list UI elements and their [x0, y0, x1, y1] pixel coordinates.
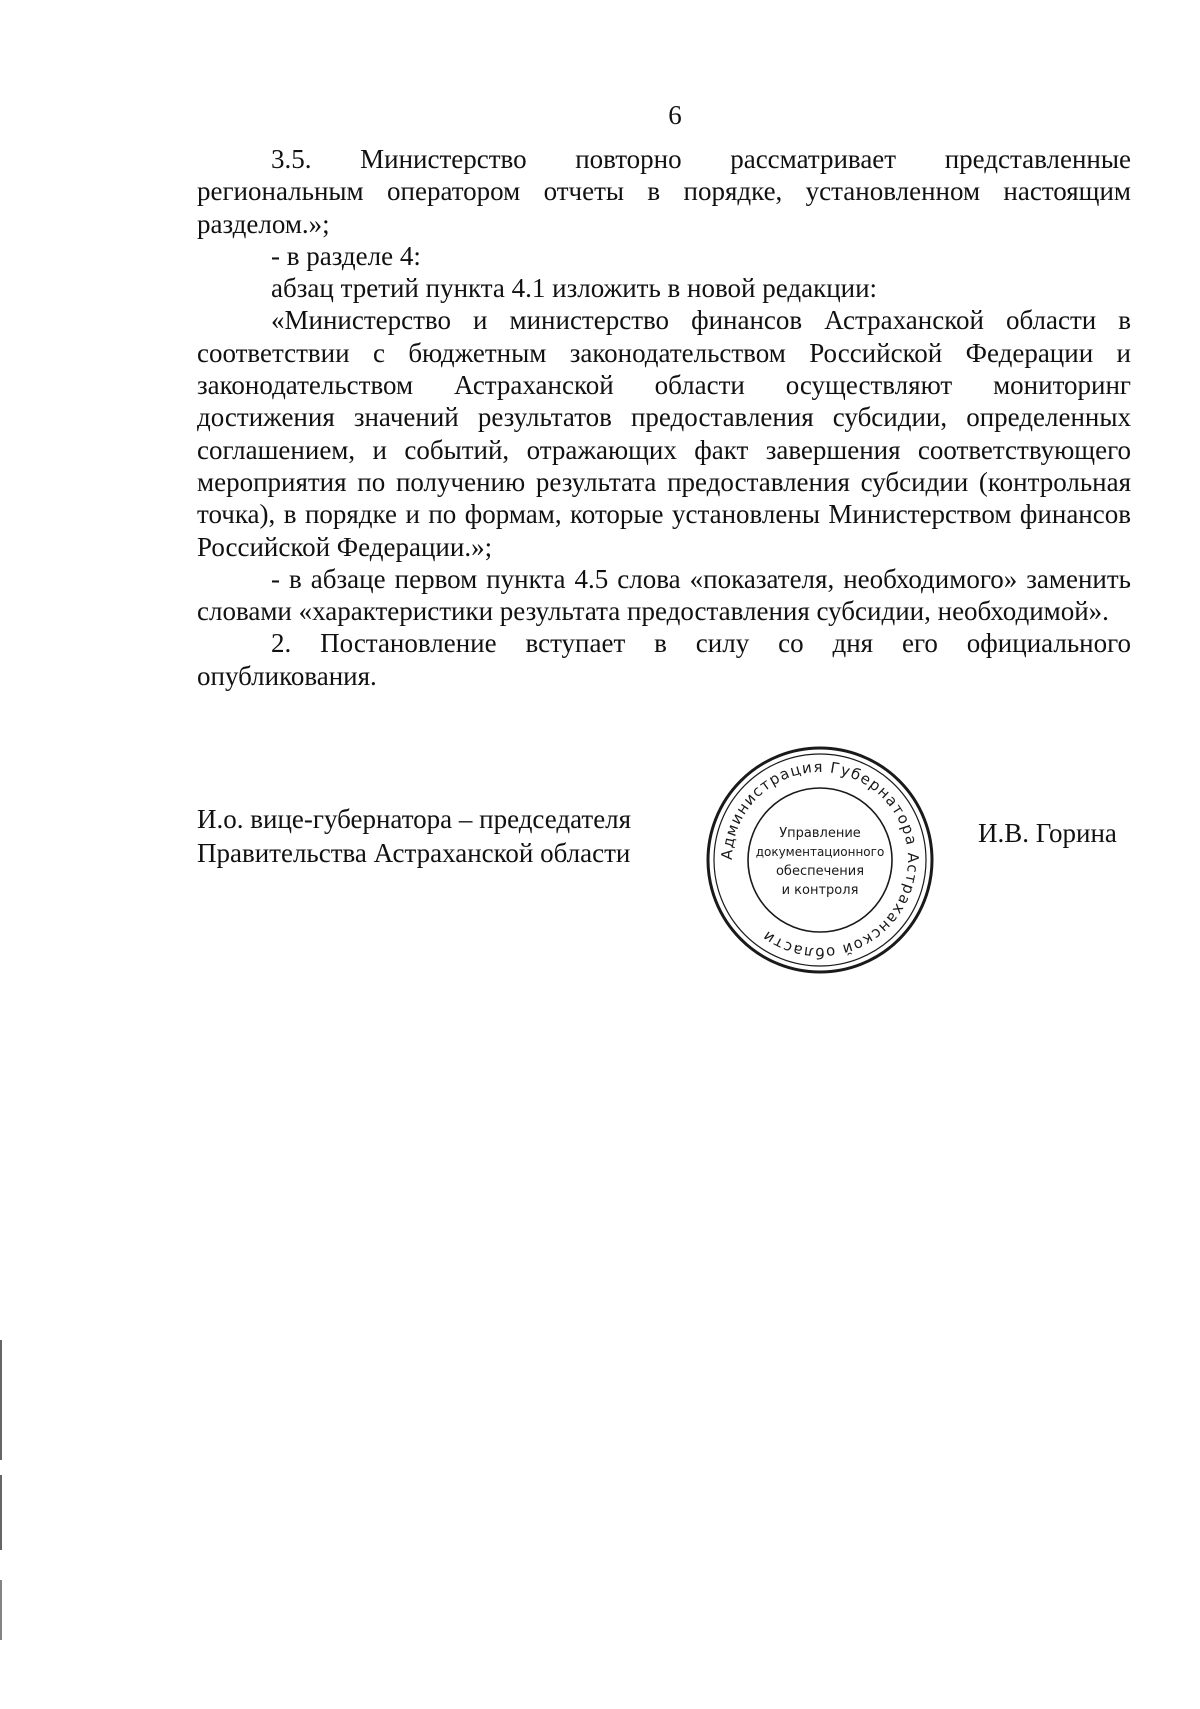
signatory-position — [197, 802, 631, 870]
seal-inner-line1: Управление — [779, 826, 861, 841]
seal-outer-textpath: Администрация Губернатора Астраханской области — [717, 757, 923, 963]
paragraph-section-4: - в разделе 4: — [271, 240, 421, 271]
page-number: 6 — [668, 100, 682, 130]
seal-inner-line2: документационного — [755, 845, 885, 859]
signatory-position-line2: Правительства Астраханской области — [197, 838, 631, 868]
signatory-position-line1: И.о. вице-губернатора – председателя — [197, 804, 632, 834]
paragraph-4-5: - в абзаце первом пункта 4.5 слова «показателя, необходимого» заменить словами «характеристики результата предоставления субсидии, необходимой». — [197, 563, 1131, 627]
seal-inner-line3: обеспечения — [775, 864, 865, 879]
official-seal — [702, 742, 938, 978]
signatory-name: И.В. Горина — [978, 818, 1117, 848]
seal-inner-line4: и контроля — [781, 883, 859, 898]
paragraph-effective-date: 2. Постановление вступает в силу со дня его официального опубликования. — [197, 628, 1131, 691]
document-body — [197, 143, 1131, 692]
paragraph-3-5: 3.5. Министерство повторно рассматривает представленные региональным оператором отчеты в порядке, установленном настоящим разделом.»; — [197, 144, 1131, 239]
paragraph-4-1-intro: абзац третий пункта 4.1 изложить в новой редакции: — [271, 273, 878, 304]
paragraph-4-1-text: «Министерство и министерство финансов Астраханской области в соответствии с бюджетным законодательством Российской Федерации и законодательством Астраханской области осуществляют мониторинг достижения значений результатов предоставления субсидии, определенных соглашением, и событий, отражающих факт завершения соответствующего мероприятия по получению результата предоставления субсидии (контрольная точка), в порядке и по формам, которые установлены Министерством финансов Российской Федерации.»; — [197, 305, 1131, 562]
scan-edge-marks — [0, 1340, 4, 1640]
